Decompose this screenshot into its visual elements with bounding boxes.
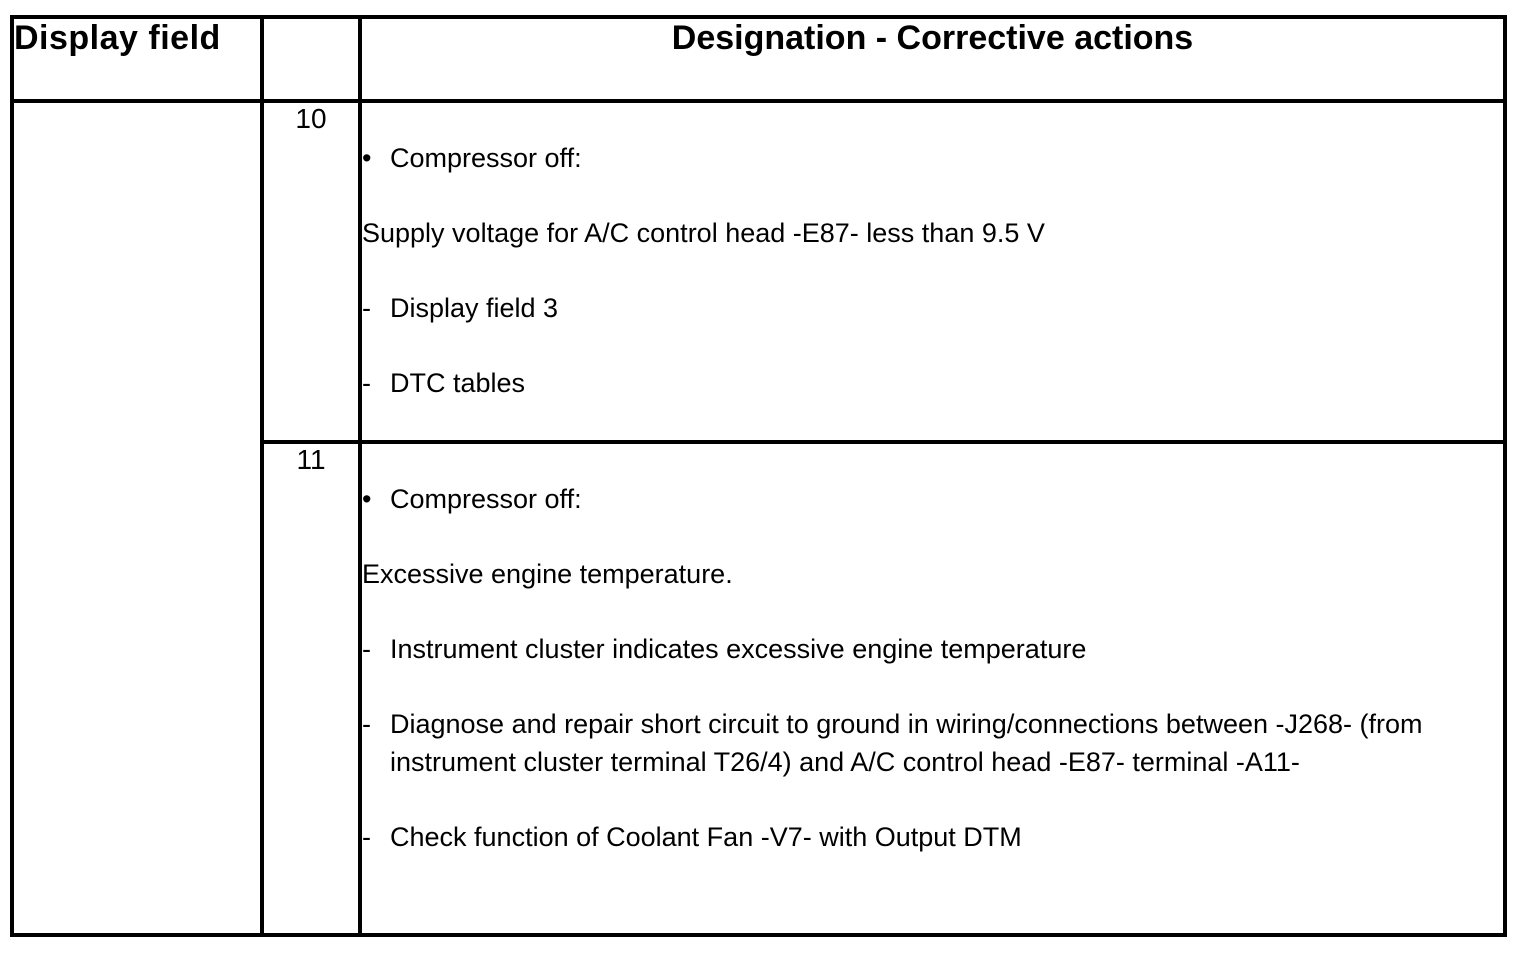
dash-item (362, 289, 1503, 327)
row-description (360, 101, 1505, 442)
dash-marker: - (362, 293, 371, 323)
bullet-item (362, 480, 1503, 518)
item-text: Compressor off: (390, 143, 582, 173)
dash-marker: - (362, 634, 371, 664)
item-text: Compressor off: (390, 484, 582, 514)
table-row (12, 101, 1505, 442)
display-field-cell (12, 101, 262, 935)
header-designation: Designation - Corrective actions (360, 17, 1505, 101)
header-number (262, 17, 360, 101)
item-text: Diagnose and repair short circuit to ground in wiring/connections between -J268- (from instrument cluster terminal T26/4) and A/C control head -E87- terminal -A11- (390, 709, 1423, 777)
item-text: DTC tables (390, 368, 526, 398)
bullet-item (362, 139, 1503, 177)
item-text: Instrument cluster indicates excessive engine temperature (390, 634, 1087, 664)
dash-marker: - (362, 822, 371, 852)
dash-item (362, 705, 1503, 781)
plain-item (362, 214, 1503, 252)
dash-marker: - (362, 368, 371, 398)
dash-item (362, 630, 1503, 668)
plain-item (362, 555, 1503, 593)
bullet-marker: • (362, 484, 372, 514)
item-text: Check function of Coolant Fan -V7- with Output DTM (390, 822, 1022, 852)
dash-item (362, 364, 1503, 402)
header-row (12, 17, 1505, 101)
dash-item (362, 818, 1503, 856)
row-description (360, 442, 1505, 935)
bullet-marker: • (362, 143, 372, 173)
row-number: 10 (262, 101, 360, 442)
header-display-field: Display field (12, 17, 262, 101)
item-text: Excessive engine temperature. (362, 559, 733, 589)
diagnostic-table (10, 15, 1507, 937)
item-text: Supply voltage for A/C control head -E87- less than 9.5 V (362, 218, 1045, 248)
row-number: 11 (262, 442, 360, 935)
dash-marker: - (362, 709, 371, 739)
item-text: Display field 3 (390, 293, 559, 323)
